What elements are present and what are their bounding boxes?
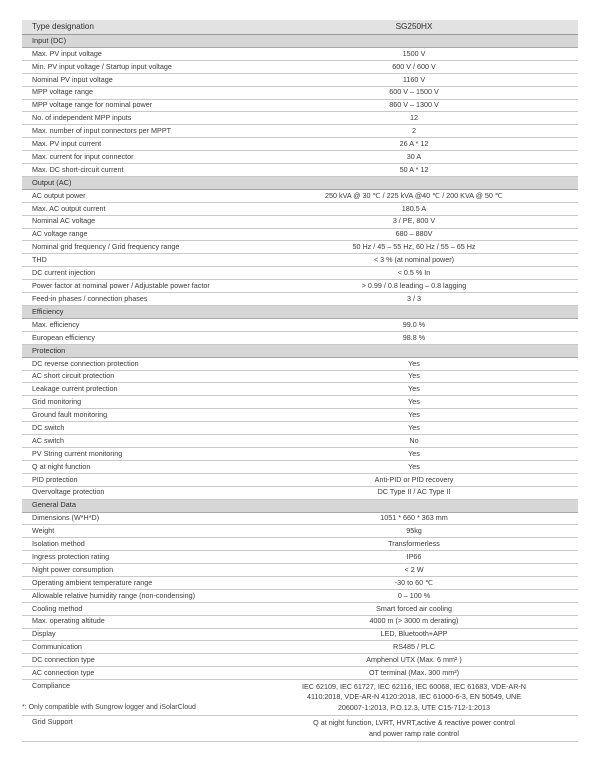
spec-value: 1160 V [250,73,578,86]
spec-value: 95kg [250,525,578,538]
spec-label: MPP voltage range for nominal power [22,99,250,112]
spec-row [22,73,578,86]
spec-row [22,86,578,99]
spec-row [22,576,578,589]
spec-label: Power factor at nominal power / Adjustable power factor [22,280,250,293]
spec-label: Isolation method [22,538,250,551]
spec-label: Weight [22,525,250,538]
spec-row [22,357,578,370]
spec-label: Max. PV input voltage [22,48,250,61]
spec-row [22,525,578,538]
spec-value: 98.8 % [250,331,578,344]
spec-value [250,680,578,716]
spec-row [22,628,578,641]
spec-value: 99.0 % [250,318,578,331]
spec-table-body [22,20,578,742]
spec-row [22,512,578,525]
spec-row [22,138,578,151]
spec-row [22,189,578,202]
spec-value: 600 V – 1500 V [250,86,578,99]
spec-label: Feed-in phases / connection phases [22,293,250,306]
model-name: SG250HX [250,20,578,35]
spec-value: Yes [250,409,578,422]
spec-label: Display [22,628,250,641]
spec-label: Operating ambient temperature range [22,576,250,589]
spec-row [22,422,578,435]
spec-value: 50 A * 12 [250,164,578,177]
spec-label: THD [22,254,250,267]
spec-value-line: 206007-1:2013, P.O.12.3, UTE C15-712-1:2013 [337,702,491,712]
section-header-efficiency [22,305,578,318]
spec-label: MPP voltage range [22,86,250,99]
spec-row [22,589,578,602]
spec-value: Yes [250,370,578,383]
spec-row [22,125,578,138]
footnote: *: Only compatible with Sungrow logger and iSolarCloud [22,704,196,711]
spec-row [22,318,578,331]
spec-row [22,228,578,241]
spec-label: Grid monitoring [22,396,250,409]
table-header-row [22,20,578,35]
section-header-input-dc [22,35,578,48]
spec-value-line: and power ramp rate control [369,728,459,738]
spec-row [22,641,578,654]
spec-row [22,602,578,615]
spec-value: Yes [250,357,578,370]
spec-label: Max. PV input current [22,138,250,151]
spec-value: 30 A [250,151,578,164]
section-header-general-data [22,499,578,512]
spec-value-line: IEC 62109, IEC 61727, IEC 62116, IEC 60068, IEC 61683, VDE-AR-N [301,682,526,692]
spec-label: PV String current monitoring [22,447,250,460]
spec-value: Yes [250,396,578,409]
section-title: General Data [22,499,578,512]
spec-label: AC output power [22,189,250,202]
spec-label: Overvoltage protection [22,486,250,499]
spec-label: Cooling method [22,602,250,615]
spec-value: 26 A * 12 [250,138,578,151]
spec-value: LED, Bluetooth+APP [250,628,578,641]
spec-value: < 0.5 % In [250,267,578,280]
spec-label: Max. AC output current [22,202,250,215]
spec-row [22,460,578,473]
spec-row [22,396,578,409]
spec-value: Smart forced air cooling [250,602,578,615]
spec-value: IP66 [250,551,578,564]
section-title: Efficiency [22,305,578,318]
spec-value: Yes [250,383,578,396]
spec-row [22,151,578,164]
spec-row [22,60,578,73]
spec-row [22,435,578,448]
spec-row [22,383,578,396]
spec-value: < 3 % (at nominal power) [250,254,578,267]
spec-value: 12 [250,112,578,125]
spec-label: AC voltage range [22,228,250,241]
spec-value [250,716,578,742]
spec-label: DC connection type [22,654,250,667]
spec-row [22,254,578,267]
spec-row [22,370,578,383]
spec-label: Grid Support [22,716,250,742]
spec-row [22,486,578,499]
spec-label: Nominal AC voltage [22,215,250,228]
spec-label: Nominal grid frequency / Grid frequency range [22,241,250,254]
spec-value: -30 to 60 ℃ [250,576,578,589]
spec-label: Q at night function [22,460,250,473]
spec-value: 1500 V [250,48,578,61]
spec-value: No [250,435,578,448]
spec-row [22,654,578,667]
spec-value: Yes [250,447,578,460]
spec-value: Transformerless [250,538,578,551]
spec-label: Allowable relative humidity range (non-condensing) [22,589,250,602]
section-title: Input (DC) [22,35,578,48]
spec-row [22,331,578,344]
spec-value: RS485 / PLC [250,641,578,654]
spec-label: PID protection [22,473,250,486]
spec-value: 600 V / 600 V [250,60,578,73]
spec-label: Dimensions (W*H*D) [22,512,250,525]
spec-row [22,615,578,628]
spec-value: 250 kVA @ 30 ℃ / 225 kVA @40 ℃ / 200 KVA @ 50 ℃ [250,189,578,202]
spec-value: 1051 * 660 * 363 mm [250,512,578,525]
spec-value: 0 – 100 % [250,589,578,602]
spec-row [22,99,578,112]
spec-label: AC switch [22,435,250,448]
spec-label: No. of independent MPP inputs [22,112,250,125]
spec-value-line: Q at night function, LVRT, HVRT,active & reactive power control [313,718,515,728]
spec-row-grid-support [22,716,578,742]
spec-value: OT terminal (Max. 300 mm²) [250,667,578,680]
spec-label: Compliance [22,680,250,716]
spec-value: 2 [250,125,578,138]
spec-value: 4000 m (> 3000 m derating) [250,615,578,628]
spec-label: AC short circuit protection [22,370,250,383]
spec-label: Max. DC short-circuit current [22,164,250,177]
spec-value: 180.5 A [250,202,578,215]
spec-label: Night power consumption [22,564,250,577]
section-header-protection [22,344,578,357]
spec-row [22,473,578,486]
section-title: Output (AC) [22,176,578,189]
spec-value: Yes [250,422,578,435]
section-header-output-ac [22,176,578,189]
spec-value: > 0.99 / 0.8 leading – 0.8 lagging [250,280,578,293]
spec-value: Amphenol UTX (Max. 6 mm² ) [250,654,578,667]
spec-label: Ground fault monitoring [22,409,250,422]
spec-row [22,241,578,254]
spec-label: Leakage current protection [22,383,250,396]
spec-row [22,667,578,680]
spec-value: 3 / PE, 800 V [250,215,578,228]
spec-row [22,564,578,577]
spec-value: DC Type II / AC Type II [250,486,578,499]
spec-row [22,447,578,460]
spec-row [22,112,578,125]
spec-label: Max. operating altitude [22,615,250,628]
spec-row [22,280,578,293]
spec-row [22,267,578,280]
spec-value-line: 4110:2018, VDE-AR-N 4120:2018, IEC 61000-6-3, EN 50549, UNE [306,692,522,702]
spec-label: Communication [22,641,250,654]
spec-row [22,551,578,564]
spec-label: DC reverse connection protection [22,357,250,370]
spec-label: AC connection type [22,667,250,680]
spec-value: 50 Hz / 45 – 55 Hz, 60 Hz / 55 – 65 Hz [250,241,578,254]
spec-label: DC current injection [22,267,250,280]
spec-row [22,293,578,306]
spec-value: Anti-PID or PID recovery [250,473,578,486]
spec-label: European efficiency [22,331,250,344]
spec-value: 3 / 3 [250,293,578,306]
spec-row [22,164,578,177]
spec-row [22,48,578,61]
datasheet [22,20,578,742]
spec-value: Yes [250,460,578,473]
spec-label: Ingress protection rating [22,551,250,564]
section-title: Protection [22,344,578,357]
spec-value: 860 V – 1300 V [250,99,578,112]
spec-row [22,409,578,422]
spec-label: Nominal PV input voltage [22,73,250,86]
spec-value: < 2 W [250,564,578,577]
spec-label: Max. current for input connector [22,151,250,164]
spec-row [22,202,578,215]
spec-value: 680 – 880V [250,228,578,241]
spec-label: DC switch [22,422,250,435]
spec-row [22,215,578,228]
spec-table [22,20,578,742]
spec-row [22,538,578,551]
spec-label: Max. number of input connectors per MPPT [22,125,250,138]
spec-label: Min. PV input voltage / Startup input voltage [22,60,250,73]
spec-label: Max. efficiency [22,318,250,331]
type-designation-label: Type designation [22,20,250,35]
